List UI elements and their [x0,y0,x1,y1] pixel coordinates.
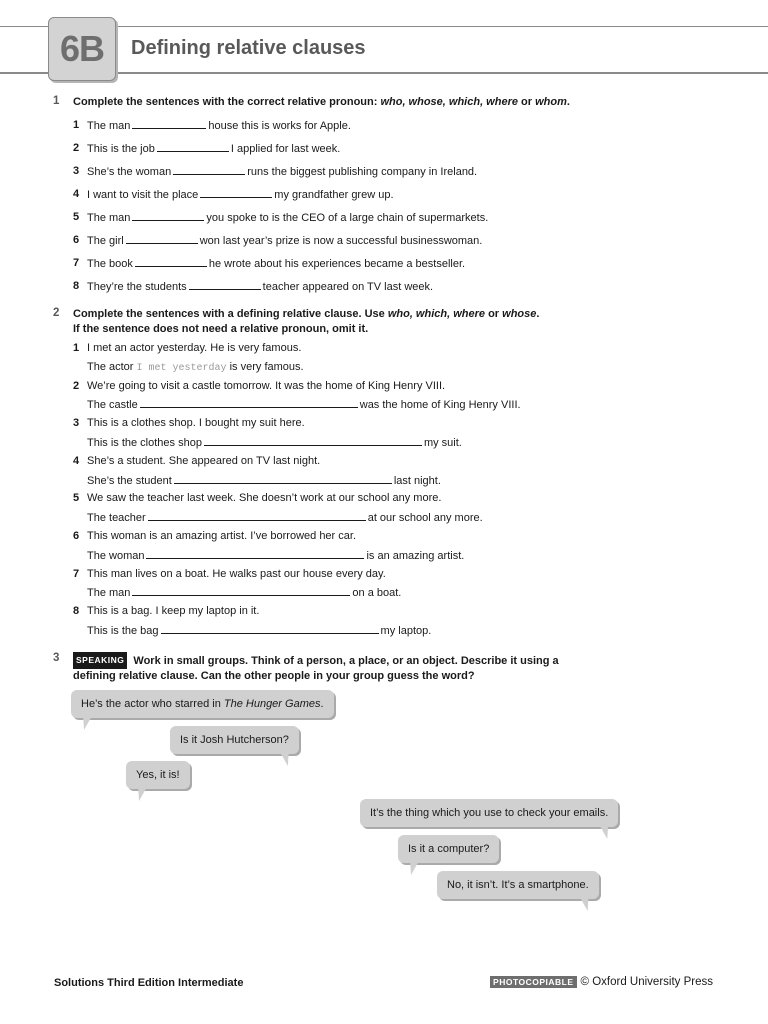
exercise-1-number: 1 [53,95,60,107]
answer-blank[interactable] [157,141,229,152]
footer-copyright [490,976,713,988]
speaking-badge: SPEAKING [73,652,127,669]
answer-blank[interactable] [132,210,204,221]
answer-blank[interactable] [132,585,350,596]
answer-blank[interactable] [174,473,392,484]
photocopiable-badge: PHOTOCOPIABLE [490,976,577,988]
speech-bubble: Yes, it is! [126,761,190,789]
exercise-2-instruction: Complete the sentences with a defining relative clause. Use who, which, where or whose. If the sentence does not need a relative pronoun, omit it. [73,308,540,335]
copyright-text: © Oxford University Press [580,976,713,988]
example-answer: I met yesterday [136,362,227,374]
exercise-2-number: 2 [53,307,60,319]
answer-blank[interactable] [148,510,366,521]
exercise-3-number: 3 [53,652,60,664]
exercise-3-instruction: SPEAKING Work in small groups. Think of a person, a place, or an object. Describe it using a defining relative clause. Can the other people in your group guess the word? [73,652,559,684]
speech-bubble: No, it isn’t. It’s a smartphone. [437,871,599,899]
answer-blank[interactable] [146,548,364,559]
answer-blank[interactable] [126,233,198,244]
exercise-1-instruction: Complete the sentences with the correct relative pronoun: who, whose, which, where or whom. [73,96,570,108]
answer-blank[interactable] [173,164,245,175]
answer-blank[interactable] [135,256,207,267]
unit-badge: 6B [48,17,116,81]
answer-blank[interactable] [132,118,206,129]
page-title: Defining relative clauses [131,37,366,59]
answer-blank[interactable] [200,187,272,198]
speech-bubble: Is it Josh Hutcherson? [170,726,299,754]
speech-bubble: It’s the thing which you use to check your emails. [360,799,618,827]
footer-book-title: Solutions Third Edition Intermediate [54,977,244,989]
answer-blank[interactable] [204,435,422,446]
answer-blank[interactable] [140,397,358,408]
speech-bubble: He’s the actor who starred in The Hunger Games. [71,690,334,718]
answer-blank[interactable] [161,623,379,634]
answer-blank[interactable] [189,279,261,290]
speech-bubble: Is it a computer? [398,835,499,863]
